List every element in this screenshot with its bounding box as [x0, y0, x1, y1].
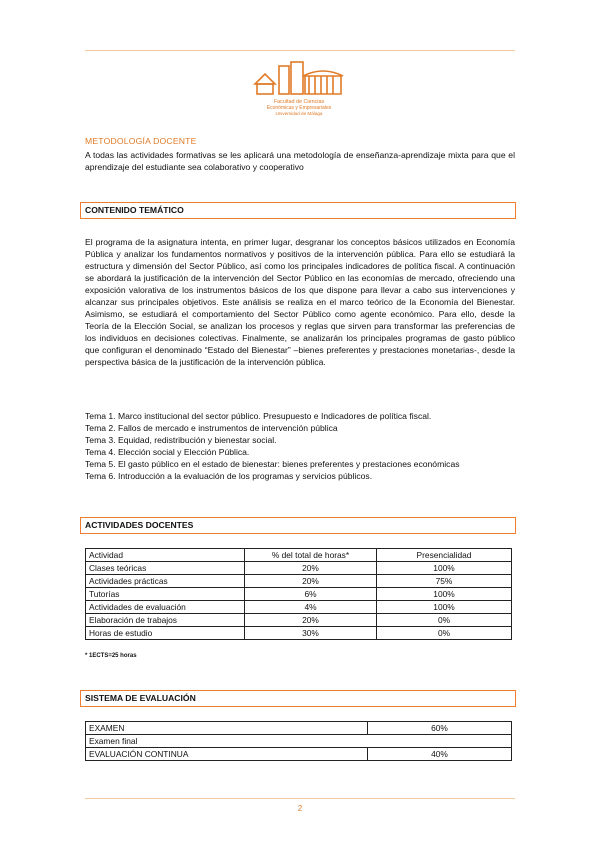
table-row [86, 614, 512, 627]
table-cell: 30% [245, 627, 377, 640]
tema-item: Tema 1. Marco institucional del sector público. Presupuesto e Indicadores de política fiscal. [85, 411, 432, 421]
table-cell: 100% [377, 601, 512, 614]
table-cell: Actividades de evaluación [86, 601, 245, 614]
evaluacion-section-header: SISTEMA DE EVALUACIÓN [80, 690, 516, 707]
table-cell: 0% [377, 614, 512, 627]
table-row [86, 575, 512, 588]
table-cell: 60% [368, 722, 512, 735]
temas-list [85, 410, 515, 482]
table-cell: 75% [377, 575, 512, 588]
header-rule [85, 50, 515, 51]
tema-item: Tema 2. Fallos de mercado e instrumentos de intervención pública [85, 423, 338, 433]
svg-text:Económicas y Empresariales: Económicas y Empresariales [266, 105, 332, 111]
table-cell: Elaboración de trabajos [86, 614, 245, 627]
table-cell: EXAMEN [86, 722, 368, 735]
table-cell: 100% [377, 588, 512, 601]
table-cell: Examen final [86, 735, 512, 748]
table-cell: Horas de estudio [86, 627, 245, 640]
table-row [86, 601, 512, 614]
table-row [86, 722, 512, 735]
table-header-cell: % del total de horas* [245, 549, 377, 562]
page-number: 2 [297, 804, 303, 813]
table-cell: 100% [377, 562, 512, 575]
actividades-table [85, 548, 512, 640]
building-logo-icon [253, 58, 345, 120]
table-header-cell: Presencialidad [377, 549, 512, 562]
table-cell: 20% [245, 614, 377, 627]
tema-item: Tema 5. El gasto público en el estado de bienestar: bienes preferentes y prestaciones económicas [85, 459, 460, 469]
table-cell: Clases teóricas [86, 562, 245, 575]
metodologia-title: METODOLOGÍA DOCENTE [85, 136, 197, 146]
table-cell: 40% [368, 748, 512, 761]
table-cell: 6% [245, 588, 377, 601]
table-row [86, 748, 512, 761]
table-cell: 20% [245, 562, 377, 575]
tema-item: Tema 3. Equidad, redistribución y bienestar social. [85, 435, 277, 445]
table-header-cell: Actividad [86, 549, 245, 562]
table-row [86, 588, 512, 601]
table-cell: 0% [377, 627, 512, 640]
tema-item: Tema 6. Introducción a la evaluación de los programas y servicios públicos. [85, 471, 373, 481]
table-cell: Tutorías [86, 588, 245, 601]
metodologia-text: A todas las actividades formativas se les aplicará una metodología de enseñanza-aprendizaje mixta para que el aprendizaje del estudiante sea colaborativo y cooperativo [85, 150, 515, 172]
table-cell: 20% [245, 575, 377, 588]
table-row [86, 735, 512, 748]
faculty-logo [253, 58, 345, 120]
svg-text:Universidad de Málaga: Universidad de Málaga [275, 111, 323, 116]
svg-text:Facultad de Ciencias: Facultad de Ciencias [273, 99, 325, 105]
actividades-section-header: ACTIVIDADES DOCENTES [80, 517, 516, 534]
contenido-section-header: CONTENIDO TEMÁTICO [80, 202, 516, 219]
footer-rule [85, 798, 515, 799]
table-cell: 4% [245, 601, 377, 614]
table-cell: Actividades prácticas [86, 575, 245, 588]
evaluacion-table [85, 721, 512, 761]
contenido-paragraph: El programa de la asignatura intenta, en primer lugar, desgranar los conceptos básicos utilizados en Economía Pública y analizar los fundamentos normativos y positivos de la intervención pública. Para ello se estudiará la estructura y dimensión del Sector Público, así como los principales indicadores de política fiscal. A continuación se abordará la justificación de la intervención del Sector Público en las economías de mercado, ofreciendo una exposición valorativa de los instrumentos básicos de los que dispone para llevar a cabo sus intervenciones y alcanzar sus principales objetivos. Este análisis se realiza en el marco teórico de la Economía del Bienestar. Asimismo, se estudiará el comportamiento del Sector Público como agente económico. Para ello, desde la Teoría de la Elección Social, se analizan los procesos y reglas que sirven para transformar las preferencias de los individuos en decisiones colectivas. Finalmente, se analizarán los principales programas de gasto público que configuran el denominado “Estado del Bienestar” –bienes preferentes y prestaciones monetarias-, desde la perspectiva básica de la justificación de la intervención pública. [85, 237, 515, 367]
ects-note: * 1ECTS=25 horas [85, 653, 137, 659]
table-cell: EVALUACIÓN CONTINUA [86, 748, 368, 761]
table-row [86, 627, 512, 640]
table-header-row [86, 549, 512, 562]
tema-item: Tema 4. Elección social y Elección Pública. [85, 447, 250, 457]
table-row [86, 562, 512, 575]
